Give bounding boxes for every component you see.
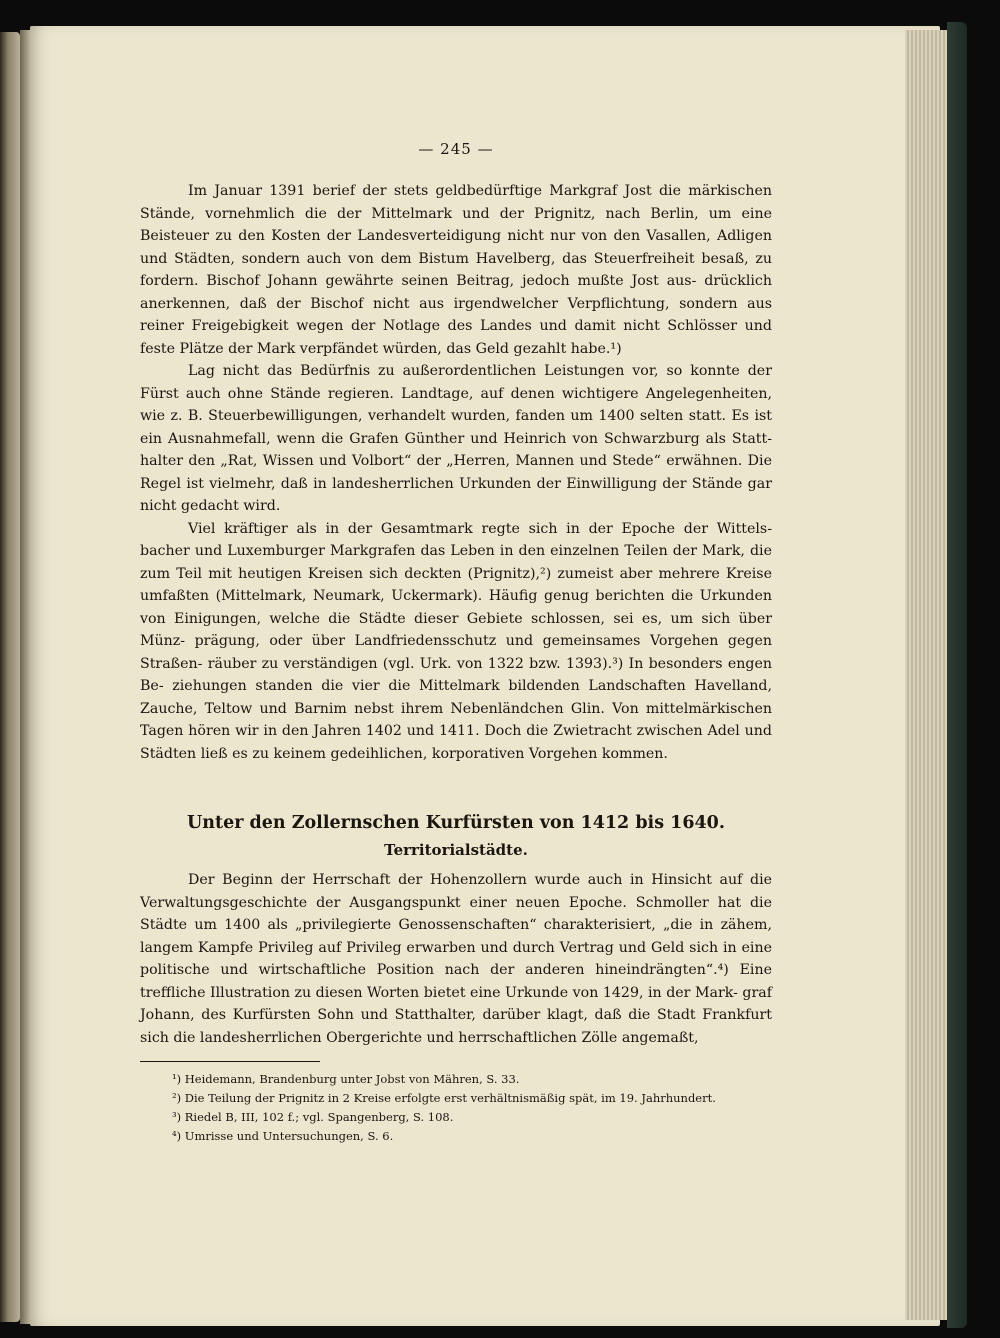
footnote-1: ¹) Heidemann, Brandenburg unter Jobst von Mähren, S. 33. (172, 1072, 520, 1086)
footnote-rule (140, 1061, 320, 1062)
paragraph-3: Viel kräftiger als in der Gesamtmark regte sich in der Epoche der Wittels- bacher und Luxemburger Markgrafen das Leben in den einzelnen Teilen der Mark, die zum Teil mit heutigen Kreisen sich deckten (Prignitz),²) zumeist aber mehrere Kreise umfaßten (Mittelmark, Neumark, Uckermark). Häufig genug berichten die Urkunden von Einigungen, welche die Städte dieser Gebiete schlossen, sei es, um sich über Münz- prägung, oder über Landfriedensschutz und gemeinsames Vorgehen gegen Straßen- räuber zu verständigen (vgl. Urk. von 1322 bzw. 1393).³) In besonders engen Be- ziehungen standen die vier die Mittelmark bildenden Landschaften Havelland, Zauche, Teltow und Barnim nebst ihrem Nebenländchen Glin. Von mittelmärkischen Tagen hören wir in den Jahren 1402 und 1411. Doch die Zwietracht zwischen Adel und Städten ließ es zu keinem gedeihlichen, korporativen Vorgehen kommen. (140, 520, 772, 762)
book-cover-edge (947, 22, 967, 1328)
section-heading: Unter den Zollernschen Kurfürsten von 1412 bis 1640. (187, 813, 725, 833)
page-number: — 245 — (418, 140, 494, 158)
footnote-3: ³) Riedel B, III, 102 f.; vgl. Spangenberg, S. 108. (172, 1110, 454, 1124)
footnote-2: ²) Die Teilung der Prignitz in 2 Kreise erfolgte erst verhältnismäßig spät, im 19. Jahrhundert. (172, 1091, 716, 1105)
page-stack-edges (905, 30, 947, 1320)
paragraph-2: Lag nicht das Bedürfnis zu außerordentlichen Leistungen vor, so konnte der Fürst auch ohne Stände regieren. Landtage, auf denen wichtigere Angelegenheiten, wie z. B. Steuerbewilligungen, verhandelt wurden, fanden um 1400 selten statt. Es ist ein Ausnahmefall, wenn die Grafen Günther und Heinrich von Schwarzburg als Statt- halter den „Rat, Wissen und Volbort“ der „Herren, Mannen und Stede“ erwähnen. Die Regel ist vielmehr, daß in landesherrlichen Urkunden der Einwilligung der Stände gar nicht gedacht wird. (140, 363, 772, 514)
footnote-4: ⁴) Umrisse und Untersuchungen, S. 6. (172, 1129, 394, 1143)
paragraph-4: Der Beginn der Herrschaft der Hohenzollern wurde auch in Hinsicht auf die Verwaltungsgeschichte der Ausgangspunkt einer neuen Epoche. Schmoller hat die Städte um 1400 als „privilegierte Genossenschaften“ charakterisiert, „die in zähem, langem Kampfe Privileg auf Privileg erwarben und durch Vertrag und Geld sich in eine politische und wirtschaftliche Position nach der anderen hineindrängten“.⁴) Eine treffliche Illustration zu diesen Worten bietet eine Urkunde von 1429, in der Mark- graf Johann, des Kurfürsten Sohn und Statthalter, darüber klagt, daß die Stadt Frankfurt sich die landesherrlichen Obergerichte und herrschaftlichen Zölle angemaßt, (140, 872, 772, 1046)
left-page-edge (0, 32, 20, 1322)
page-content (140, 140, 772, 1146)
sub-heading: Territorialstädte. (384, 841, 528, 859)
paragraph-1: Im Januar 1391 berief der stets geldbedürftige Markgraf Jost die märkischen Stände, vornehmlich die der Mittelmark und der Prignitz, nach Berlin, um eine Beisteuer zu den Kosten der Landesverteidigung nicht nur von den Vasallen, Adligen und Städten, sondern auch von dem Bistum Havelberg, das Steuerfreiheit besaß, zu fordern. Bischof Johann gewährte seinen Beitrag, jedoch mußte Jost aus- drücklich anerkennen, daß der Bischof nicht aus irgendwelcher Verpflichtung, sondern aus reiner Freigebigkeit wegen der Notlage des Landes und damit nicht Schlösser und feste Plätze der Mark verpfändet würden, das Geld gezahlt habe.¹) (140, 183, 772, 357)
